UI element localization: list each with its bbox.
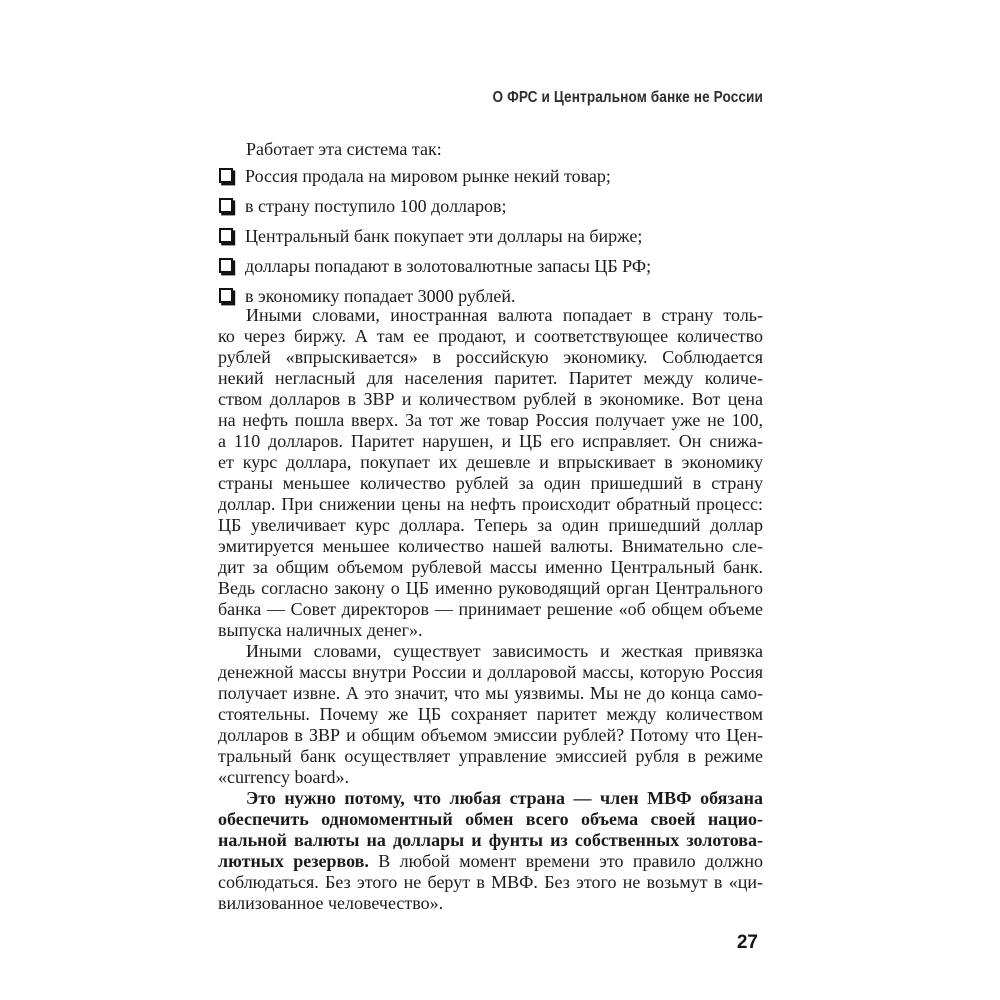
text-segment: Иными словами, существует зависимость и жесткая привязка [246,641,763,661]
text-line [218,347,763,368]
text-line [218,305,763,326]
text-segment: рублей «впрыскивается» в российскую экономику. Соблюдается [218,347,763,367]
bullet-text: Центральный банк покупает эти доллары на бирже; [245,226,643,246]
text-line [218,788,763,809]
text-segment: «currency board». [218,767,349,787]
bullet-item [218,251,763,281]
paragraph-parity [218,305,763,641]
checkbox-square-icon [219,228,233,243]
text-line [218,431,763,452]
page-number: 27 [736,932,758,953]
checkbox-square-icon [219,258,233,273]
text-segment: доллар. При снижении цены на нефть происходит обратный процесс: [218,494,763,514]
text-line [218,599,763,620]
text-line [218,872,763,893]
paragraph-imf-bold [218,788,763,914]
checkbox-square-icon [219,288,233,303]
text-segment: выпуска наличных денег». [218,620,423,640]
text-line [218,389,763,410]
text-segment: ко через биржу. А там ее продают, и соответствующее количество [218,326,763,346]
text-line [218,578,763,599]
text-segment: а 110 долларов. Паритет нарушен, и ЦБ его исправляет. Он снижа- [218,431,763,451]
text-line [218,809,763,830]
text-line [218,641,763,662]
text-segment: долларов в ЗВР и общим объемом эмиссии рублей? Потому что Цен- [218,725,763,745]
text-line [218,620,763,641]
text-segment: соблюдаться. Без этого не берут в МВФ. Без этого не возьмут в «ци- [218,872,763,892]
running-head: О ФРС и Центральном банке не России [492,89,763,106]
text-segment: банка — Совет директоров — принимает решение «об общем объеме [218,599,763,619]
text-segment: дит за общим объемом рублевой массы именно Центральный банк. [218,557,763,577]
text-segment: Работает эта система так: [246,139,442,159]
text-line [218,139,763,160]
text-segment: на нефть пошла вверх. За тот же товар Россия получает уже не 100, [218,410,763,430]
bullet-text: в страну поступило 100 долларов; [245,196,507,216]
text-segment: ством долларов в ЗВР и количеством рублей в экономике. Вот цена [218,389,763,409]
text-line [218,410,763,431]
text-line [218,557,763,578]
text-line [218,536,763,557]
text-line [218,683,763,704]
text-segment: получает извне. А это значит, что мы уязвимы. Мы не до конца само- [218,683,763,703]
bullet-list [218,161,763,311]
text-segment: вилизованное человечество». [218,893,444,913]
text-line [218,326,763,347]
text-line [218,893,763,914]
text-segment: эмитируется меньшее количество нашей валюты. Внимательно сле- [218,536,763,556]
bold-text-segment: лютных резервов. [218,851,369,871]
text-segment: В любой момент времени это правило должно [368,851,763,871]
text-line [218,767,763,788]
text-segment: Иными словами, иностранная валюта попадает в страну толь- [246,305,763,325]
checkbox-square-icon [219,168,233,183]
text-segment: Ведь согласно закону о ЦБ именно руководящий орган Центрального [218,578,763,598]
bullet-text: в экономику попадает 3000 рублей. [245,286,516,306]
text-segment: ЦБ увеличивает курс доллара. Теперь за один пришедший доллар [218,515,763,535]
bullet-item [218,221,763,251]
text-segment: некий негласный для населения паритет. Паритет между количе- [218,368,763,388]
text-line [218,704,763,725]
bullet-text: доллары попадают в золотовалютные запасы ЦБ РФ; [245,256,652,276]
bold-text-segment: нальной валюты на доллары и фунты из собственных золотова- [218,830,763,850]
text-line [218,368,763,389]
text-line [218,473,763,494]
checkbox-square-icon [219,198,233,213]
text-line [218,515,763,536]
paragraph-intro [218,139,763,160]
text-line [218,725,763,746]
text-segment: тральный банк осуществляет управление эмиссией рубля в режиме [218,746,763,766]
text-line [218,746,763,767]
text-line [218,830,763,851]
text-line [218,662,763,683]
bullet-text: Россия продала на мировом рынке некий товар; [245,166,611,186]
bullet-item [218,191,763,221]
text-segment: ет курс доллара, покупает их дешевле и впрыскивает в экономику [218,452,763,472]
text-line [218,851,763,872]
text-line [218,452,763,473]
text-line [218,494,763,515]
bullet-item [218,161,763,191]
text-segment: стоятельны. Почему же ЦБ сохраняет паритет между количеством [218,704,763,724]
bold-text-segment: обеспечить одномоментный обмен всего объема своей нацио- [218,809,763,829]
bold-text-segment: Это нужно потому, что любая страна — член МВФ обязана [246,788,763,808]
paragraph-currency-board [218,641,763,788]
text-segment: страны меньшее количество рублей за один пришедший в страну [218,473,763,493]
text-segment: денежной массы внутри России и долларовой массы, которую Россия [218,662,763,682]
